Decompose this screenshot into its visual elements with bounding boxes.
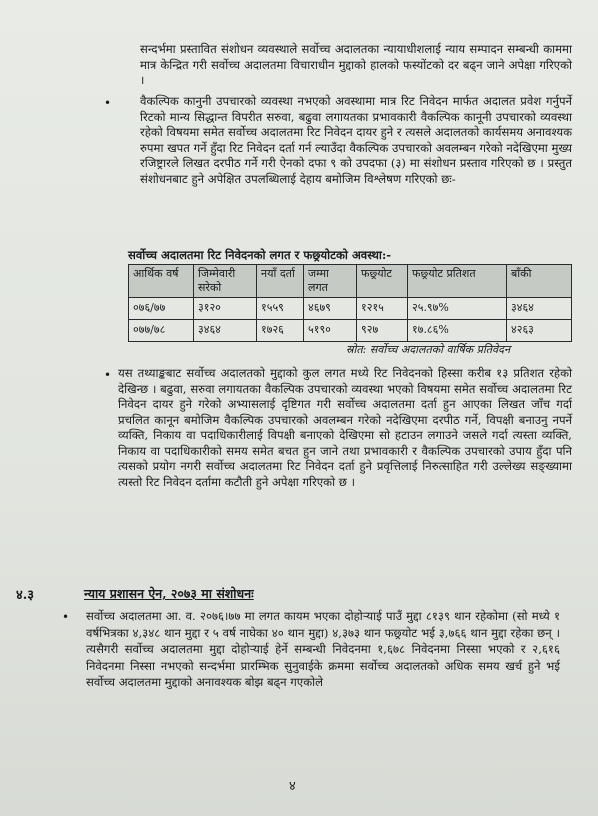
paragraph-review-petitions: सर्वोच्च अदालतमा आ. व. २०७६।७७ मा लगत कायम भएका दोहोऱ्याई पाउँ मुद्दा ८१३९ थान रहेकोमा (सो मध्ये १ वर्षभित्रका ४,३४८ थान मुद्दा र ५ वर्ष नाघेका ४० थान मुद्दा) ४,३७३ थान फछ्र्योट भई ३,७६६ थान मुद्दा रहेका छन् । त्यसैगरी सर्वोच्च अदालतमा मुद्दा दोहोऱ्याई हेर्ने सम्बन्धी निवेदनमा १,६७८ निवेदनमा निस्सा भएको र २,६१६ निवेदनमा निस्सा नभएको सन्दर्भमा प्रारम्भिक सुनुवाईके क्रममा सर्वोच्च अदालतको अधिक समय खर्च हुने भई सर्वोच्च अदालतमा मुद्दाको अनावश्यक बोझ बढ्न गएकोले bbox=[86, 609, 560, 689]
table-header-row bbox=[129, 265, 572, 298]
section-number: ४.३ bbox=[16, 588, 35, 603]
table-source: स्रोत: सर्वोच्च अदालतको वार्षिक प्रतिवेदन bbox=[346, 343, 511, 356]
intro-paragraph: सन्दर्भमा प्रस्तावित संशोधन व्यवस्थाले सर्वोच्च अदालतका न्यायाधीशलाई न्याय सम्पादन सम्बन्धी काममा मात्र केन्द्रित गरी सर्वोच्च अदालतमा विचाराधीन मुद्दाको हालको फस्योंटको दर बढ्न जाने अपेक्षा गरिएको । bbox=[140, 42, 572, 87]
table-row bbox=[129, 320, 572, 342]
table-cell: ३४६४ bbox=[194, 320, 257, 342]
header-carried-forward: जिम्मेवारी सरेको bbox=[194, 265, 257, 298]
table-cell: १७.८६% bbox=[408, 320, 507, 342]
writ-petition-table bbox=[128, 264, 572, 342]
header-new-registration: नयाँ दर्ता bbox=[257, 265, 304, 298]
table-cell: ३१२० bbox=[194, 298, 257, 320]
header-disposal-percent: फछ्र्योट प्रतिशत bbox=[408, 265, 507, 298]
bullet-icon: • bbox=[104, 96, 112, 110]
page-number: ४ bbox=[289, 779, 296, 794]
bullet-icon: • bbox=[104, 368, 112, 382]
table-cell: २५.९७% bbox=[408, 298, 507, 320]
header-total: जम्मा लगत bbox=[304, 265, 357, 298]
paragraph-alternative-remedy: वैकल्पिक कानुनी उपचारको व्यवस्था नभएको अवस्थामा मात्र रिट निवेदन मार्फत अदालत प्रवेश गर्नुपर्ने रिटको मान्य सिद्धान्त विपरीत सरुवा, बढुवा लगायतका प्रभावकारी वैकल्पिक कानूनी उपचारको व्यवस्था रहेको विषयमा समेत सर्वोच्च अदालतमा रिट निवेदन दायर हुने र त्यसले अदालतको कार्यसमय अनावश्यक रुपमा खपत गर्ने हुँदा रिट निवेदन दर्ता गर्न ल्याउँदा वैकल्पिक उपचारको अवलम्बन गरेको नदेखिएमा मुख्य रजिष्ट्रारले लिखत दरपीठ गर्ने गरी ऐनको दफा ९ को उपदफा (३) मा संशोधन प्रस्ताव गरिएको छ । प्रस्तुत संशोधनबाट हुने अपेक्षित उपलब्धिलाई देहाय बमोजिम विश्लेषण गरिएको छः- bbox=[140, 94, 572, 186]
table-cell: १२१५ bbox=[357, 298, 408, 320]
table-row bbox=[129, 298, 572, 320]
table-cell: ४६७९ bbox=[304, 298, 357, 320]
table-cell: ०७७/७८ bbox=[129, 320, 194, 342]
bullet-icon: • bbox=[62, 610, 70, 624]
table-cell: ३४६४ bbox=[507, 298, 572, 320]
table-cell: ४२६३ bbox=[507, 320, 572, 342]
paragraph-statistics: यस तथ्याङ्कबाट सर्वोच्च अदालतको मुद्दाको कुल लगत मध्ये रिट निवेदनको हिस्सा करीब १३ प्रतिशत रहेको देखिन्छ । बढुवा, सरुवा लगायतका वैकल्पिक उपचारको व्यवस्था भएको विषयमा समेत सर्वोच्च अदालतमा रिट निवेदन दायर हुने गरेको अभ्यासलाई दृष्टिगत गरी सर्वोच्च अदालतमा दर्ता हुन आएका लिखत जाँच गर्दा प्रचलित कानून बमोजिम वैकल्पिक उपचारको अवलम्बन गरेको नदेखिएमा दरपीठ गर्ने, विपक्षी बनाउनु नपर्ने व्यक्ति, निकाय वा पदाधिकारीलाई विपक्षी बनाएको देखिएमा सो हटाउन लगाउने जसले गर्दा त्यस्ता व्यक्ति, निकाय वा पदाधिकारीको समय समेत बचत हुन जाने तथा प्रभावकारी र वैकल्पिक उपचारको उपाय हुँदा पनि त्यसको प्रयोग नगरी सर्वोच्च अदालतमा रिट निवेदन दर्ता हुने प्रवृत्तिलाई निरुत्साहित गरी उल्लेख्य सङ्ख्यामा त्यस्तो रिट निवेदन दर्तामा कटौती हुने अपेक्षा गरिएको छ । bbox=[118, 366, 572, 489]
table-caption: सर्वोच्च अदालतमा रिट निवेदनको लगत र फछ्र्योटको अवस्था:- bbox=[128, 248, 392, 262]
table-cell: १५५९ bbox=[257, 298, 304, 320]
header-remaining: बाँकी bbox=[507, 265, 572, 298]
table-cell: ९२७ bbox=[357, 320, 408, 342]
header-fiscal-year: आर्थिक वर्ष bbox=[129, 265, 194, 298]
table-cell: ०७६/७७ bbox=[129, 298, 194, 320]
table-cell: ५१९० bbox=[304, 320, 357, 342]
header-disposed: फछ्र्योट bbox=[357, 265, 408, 298]
section-title: न्याय प्रशासन ऐन, २०७३ मा संशोधनः bbox=[84, 586, 254, 601]
table-cell: १७२६ bbox=[257, 320, 304, 342]
